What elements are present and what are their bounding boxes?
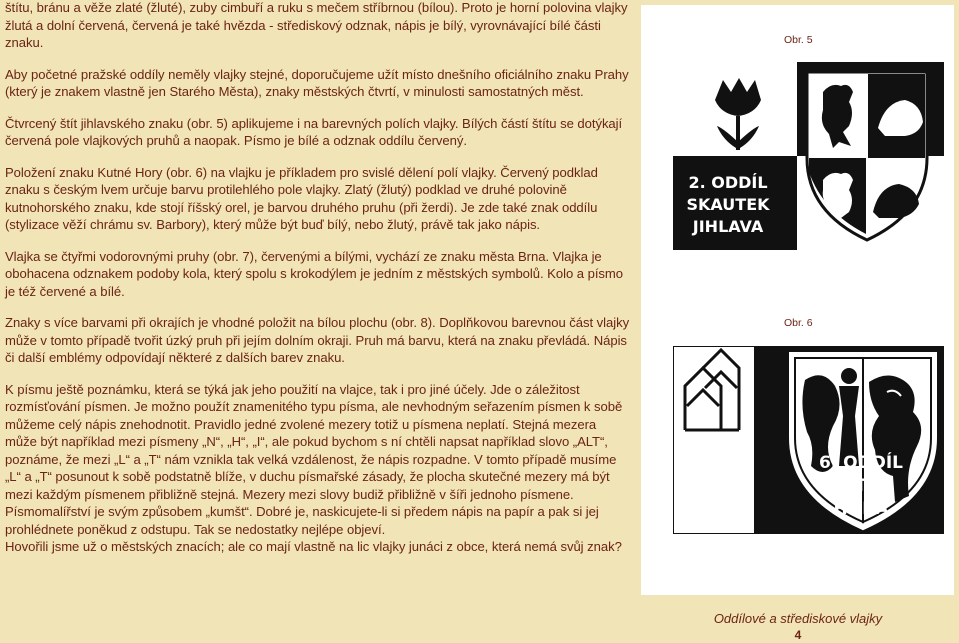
figure-5-caption: Obr. 5 <box>784 34 813 46</box>
paragraph: Aby početné pražské oddíly neměly vlajky stejné, doporučujeme užít místo dnešního oficiálního znaku Prahy (který je znakem vlastně jen Starého Města), znaky městských čtvrtí, v minulosti samostatných měst. <box>5 66 629 99</box>
figure-6-caption: Obr. 6 <box>784 317 813 329</box>
body-text <box>5 0 630 556</box>
figure-6-flag <box>673 346 944 534</box>
flag-text-line: KUTNÁ <box>828 476 894 496</box>
page-number: 4 <box>794 628 802 642</box>
paragraph: Položení znaku Kutné Hory (obr. 6) na vlajku je příkladem pro svislé dělení polí vlajky. Červený podklad znaku s českým lvem určuje barvu protilehlého pole vlajky. Zlatý (žlutý) podklad ve druhé polovině kutnohorského znaku, kde stojí říšský orel, je barvou druhého pruhu (při žerdi). Je zde také znak oddílu (stylizace věží chrámu sv. Barbory), který může být buď bílý, nebo žlutý, právě tak jako nápis. <box>5 164 598 232</box>
flag-text-line: 2. ODDÍL <box>688 173 768 192</box>
paragraph: K písmu ještě poznámku, která se týká jak jeho použití na vlajce, tak i pro jiné účely. Jde o záležitost rozmísťování písmen. Je možno použít znamenitého typu písma, ale nevhodným seřazením písmen k sobě můžeme celý nápis znehodnotit. Pravidlo jedné zvolené mezery totiž u písmena neplatí. Stejná mezera může být například mezi písmeny „N“, „H“, „I“, ale pokud bychom s ní chtěli napsat například slovo „ALT“, poznáme, že mezi „L“ a „T“ nám vznikla tak velká vzdálenost, že nápis rozpadne. V tomto případě musíme „L“ a „T“ posunout k sobě podstatně blíže, v duchu písmařské zásady, že plocha skutečné mezery má být mezi každým písmenem přibližně stejná. Mezery mezi slovy budiž přibližně v šíři jednoho písmene. <box>5 381 623 502</box>
flag-text-line: 6. ODDÍL <box>818 453 904 473</box>
flag-text-line: HORA <box>833 499 889 519</box>
flag-text-line: JIHLAVA <box>692 217 764 236</box>
flag-text-line: SKAUTEK <box>686 195 770 214</box>
figure-5-flag <box>673 62 944 250</box>
paragraph: Čtvrcený štít jihlavského znaku (obr. 5) aplikujeme i na barevných polích vlajky. Bílých částí štítu se dotýkají červená pole vlajkových pruhů a naopak. Písmo je bílé a odznak oddílu červený. <box>5 115 623 148</box>
footer-title: Oddílové a střediskové vlajky <box>713 611 883 626</box>
paragraph: Vlajka se čtyřmi vodorovnými pruhy (obr. 7), červenými a bílými, vychází ze znaku města Brna. Vlajka je obohacena odznakem podoby kola, který spolu s krokodýlem je jedním z městských symbolů. Kolo a písmo je též červené a bílé. <box>5 248 623 299</box>
paragraph: Hovořili jsme už o městských znacích; ale co mají vlastně na lic vlajky junáci z obce, která nemá svůj znak? <box>5 539 622 554</box>
flag-field-hoist <box>673 346 755 534</box>
paragraph: Písmomalířství je svým způsobem „kumšt“. Dobré je, naskicujete-li si předem nápis na papír a pak si jej prohlédnete poněkud z odstupu. Tak se nedostatky nejlépe objeví. <box>5 504 599 537</box>
paragraph: štítu, bránu a věže zlaté (žluté), zuby cimbuří a ruku s mečem stříbrnou (bílou). Proto je horní polovina vlajky žlutá a dolní červená, červená je také hvězda - střediskový odznak, nápis je bílý, vyrovnávající bílé části znaku. <box>5 0 628 50</box>
paragraph: Znaky s více barvami při okrajích je vhodné položit na bílou plochu (obr. 8). Doplňkovou barevnou část vlajky může v tomto případě tvořit úzký pruh při jejím dolním okraji. Pruh má barvu, která na znaku převládá. Nápis či další emblémy odpovídají některé z dalších barev znaku. <box>5 315 630 365</box>
